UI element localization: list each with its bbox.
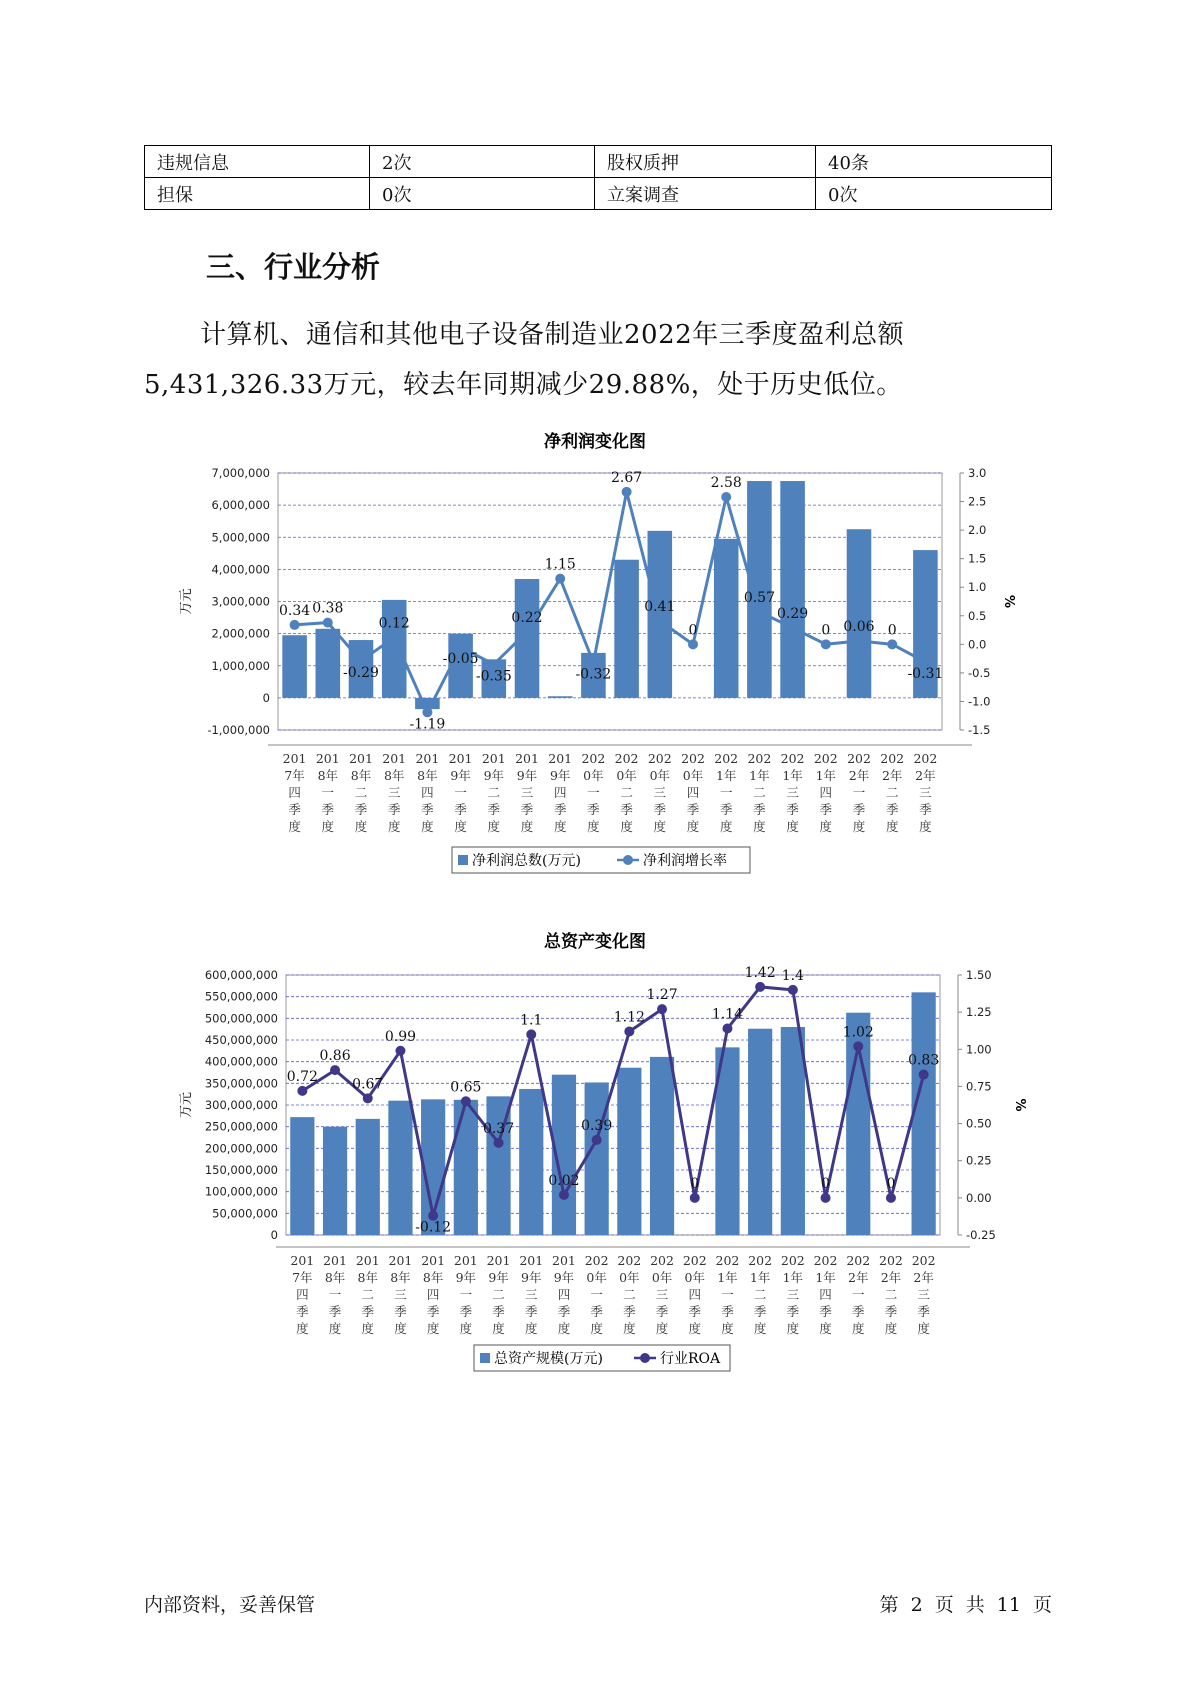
x-tick-label: 202 1年一季度 [714,751,739,834]
bar [847,529,872,698]
x-tick-label: 202 0年一季度 [584,1253,609,1336]
y2-tick-label: 2.0 [968,523,987,538]
line-point [297,1086,307,1096]
data-label: 0.38 [312,600,344,617]
table-cell: 0次 [816,178,1052,210]
x-tick-label: 202 0年三季度 [650,1253,674,1336]
net-profit-chart [0,425,1191,885]
data-label: -0.31 [907,666,944,683]
x-tick-label: 202 2年一季度 [847,751,871,834]
data-label: -0.35 [475,668,512,685]
x-tick-label: 202 1年一季度 [715,1253,740,1336]
x-tick-label: 201 8年三季度 [388,1253,413,1336]
table-row [145,178,1052,210]
x-tick-label: 202 0年三季度 [647,751,672,834]
data-label: 0.65 [450,1079,482,1096]
y-tick-label: 500,000,000 [204,1011,278,1026]
y-tick-label: 2,000,000 [211,626,270,641]
bar [617,1068,641,1235]
data-label: 0 [690,1175,700,1192]
y-tick-label: 7,000,000 [211,466,270,480]
total-assets-chart [0,925,1191,1385]
x-tick-label: 202 0年四季度 [682,1253,707,1336]
line-point [821,639,831,649]
x-tick-label: 202 2年一季度 [846,1253,871,1336]
line-point [788,985,798,995]
table-cell: 股权质押 [595,146,816,178]
line-point [821,1193,831,1203]
bar [585,1082,609,1235]
data-label: 0 [821,1175,831,1192]
x-tick-label: 202 2年三季度 [911,1253,936,1336]
y-tick-label: 400,000,000 [204,1054,278,1069]
x-tick-label: 201 9年四季度 [548,751,573,834]
x-tick-label: 202 0年二季度 [614,751,639,834]
data-label: 0.06 [843,618,875,635]
data-label: 0.67 [352,1076,384,1093]
data-label: 0.29 [777,605,809,622]
legend-line-label: 行业ROA [660,1351,721,1367]
y-tick-label: 300,000,000 [204,1098,278,1112]
line-point [389,632,399,642]
line-point [690,1193,700,1203]
data-label: 1.1 [520,1012,543,1029]
line-point [624,1026,634,1036]
line-point [754,607,764,617]
legend-line-marker [640,1353,650,1363]
bar [781,1027,805,1235]
data-label: 0.57 [743,589,775,606]
table-cell: 0次 [370,178,595,210]
line-point [853,1041,863,1051]
y-tick-label: 3,000,000 [211,594,270,609]
y-tick-label: 50,000,000 [212,1206,278,1221]
table-row [145,146,1052,178]
bar [454,1100,478,1235]
y-tick-label: 5,000,000 [211,530,270,545]
y-axis-title: 万元 [179,588,194,615]
y2-tick-label: 0.25 [966,1153,992,1168]
data-label: -0.12 [415,1219,452,1236]
line-point [522,627,532,637]
line-point [526,1029,536,1039]
line-point [854,636,864,646]
bar [650,1057,674,1235]
line-point [290,620,300,630]
x-tick-label: 201 8年二季度 [349,751,373,834]
data-label: -0.32 [575,666,612,683]
line-point [657,1004,667,1014]
section-title: 三、行业分析 [206,250,381,284]
x-tick-label: 201 9年一季度 [453,1253,478,1336]
y-tick-label: 600,000,000 [204,968,278,982]
y2-tick-label: 0.0 [968,637,987,652]
y-tick-label: 0 [262,690,270,705]
bar [780,481,805,698]
line-point [755,982,765,992]
data-label: -0.05 [442,651,479,668]
y-tick-label: -1,000,000 [207,723,270,737]
line-point [622,487,632,497]
legend-line-label: 净利润增长率 [643,853,727,869]
line-point [363,1093,373,1103]
line-point [688,639,698,649]
y2-tick-label: 0.50 [966,1116,992,1131]
data-label: 0 [821,622,831,639]
x-tick-label: 202 1年三季度 [780,751,805,834]
y2-tick-label: 0.5 [968,608,987,623]
x-tick-label: 201 9年三季度 [519,1253,544,1336]
y2-tick-label: 1.0 [968,580,987,595]
data-label: 0.72 [286,1068,318,1085]
table-cell: 担保 [145,178,370,210]
net-profit-chart-svg [0,425,1191,885]
y-tick-label: 100,000,000 [204,1184,278,1199]
line-point [722,1023,732,1033]
y2-tick-label: 0.00 [966,1190,992,1205]
y2-axis-title: % [1012,1098,1027,1112]
x-tick-label: 202 1年三季度 [780,1253,805,1336]
x-tick-label: 201 9年一季度 [448,751,473,834]
data-label: 0.83 [908,1052,940,1069]
y2-tick-label: -1.0 [968,694,991,709]
legend-bar-label: 总资产规模(万元) [494,1351,603,1367]
data-label: 0 [886,1175,896,1192]
y-tick-label: 250,000,000 [204,1119,278,1134]
y-axis-title: 万元 [179,1091,194,1119]
bar [316,629,341,698]
y2-tick-label: 0.75 [966,1079,992,1094]
y-tick-label: 0 [270,1228,278,1242]
y2-tick-label: 3.0 [968,466,987,480]
x-tick-label: 201 9年二季度 [486,1253,511,1336]
x-tick-label: 202 1年四季度 [813,751,838,834]
line-point [559,1190,569,1200]
table-cell: 40条 [816,146,1052,178]
data-label: -0.29 [343,664,379,681]
y2-tick-label: 1.25 [966,1005,992,1020]
bar [714,539,739,698]
x-tick-label: 201 8年三季度 [382,751,407,834]
data-label: -1.19 [409,716,446,733]
data-label: 0.86 [319,1048,351,1065]
line-point [461,1096,471,1106]
legend-line-marker [623,855,633,865]
y-tick-label: 4,000,000 [211,562,270,577]
x-tick-label: 201 8年二季度 [355,1253,380,1336]
data-label: 2.67 [611,469,643,486]
data-label: 0 [887,622,897,639]
footer-page-number: 第 2 页 共 11 页 [879,1594,1052,1616]
data-label: 0.39 [581,1117,613,1134]
y2-tick-label: 1.50 [966,968,992,982]
bar [912,992,936,1235]
x-tick-label: 201 7年四季度 [282,751,307,834]
table-cell: 立案调查 [595,178,816,210]
data-label: 1.4 [781,967,804,984]
y2-tick-label: -1.5 [968,723,991,737]
x-tick-label: 201 7年四季度 [290,1253,315,1336]
line-point [655,616,665,626]
x-tick-label: 202 2年三季度 [913,751,938,834]
data-label: 0.22 [511,609,543,626]
total-assets-chart-svg [0,925,1191,1385]
bar [323,1127,347,1235]
data-label: 1.15 [544,556,576,573]
data-label: 1.12 [613,1009,645,1026]
x-tick-label: 201 8年四季度 [415,751,440,834]
chart-title: 总资产变化图 [544,932,646,952]
line-point [788,623,798,633]
x-tick-label: 202 2年二季度 [879,1253,903,1336]
body-paragraph: 计算机、通信和其他电子设备制造业2022年三季度盈利总额5,431,326.33万元，较去年同期减少29.88%，处于历史低位。 [144,320,905,400]
x-tick-label: 202 1年二季度 [748,1253,773,1336]
legend-bar-swatch [458,855,468,865]
line-point [919,1070,929,1080]
line-point [887,639,897,649]
bar [614,560,639,698]
table-cell: 2次 [370,146,595,178]
x-tick-label: 201 8年一季度 [315,751,340,834]
y-tick-label: 450,000,000 [204,1033,278,1047]
data-label: 0.99 [384,1028,417,1045]
x-tick-label: 202 2年二季度 [880,751,905,834]
bar [282,635,307,698]
y-tick-label: 350,000,000 [204,1076,278,1091]
y-tick-label: 150,000,000 [204,1163,278,1177]
bar [748,1029,772,1235]
bar [356,1119,380,1235]
data-label: 2.58 [710,474,742,491]
data-label: 1.02 [842,1024,874,1041]
data-label: 0 [688,622,698,639]
y2-tick-label: -0.25 [966,1228,996,1242]
x-tick-label: 201 9年二季度 [481,751,506,834]
bar [548,696,573,698]
y-tick-label: 550,000,000 [204,989,278,1004]
x-tick-label: 201 8年四季度 [421,1253,446,1336]
x-tick-label: 202 0年四季度 [681,751,705,834]
y2-tick-label: 1.5 [968,551,987,566]
data-label: 1.14 [711,1006,744,1023]
table-cell: 违规信息 [145,146,370,178]
y2-tick-label: 1.00 [966,1042,992,1057]
line-point [886,1193,896,1203]
x-tick-label: 202 0年二季度 [617,1253,642,1336]
line-point [494,1138,504,1148]
info-table [144,145,1052,210]
legend-bar-swatch [480,1353,490,1363]
x-tick-label: 202 0年一季度 [581,751,606,834]
x-tick-label: 201 9年四季度 [552,1253,576,1336]
line-point [395,1046,405,1056]
y2-tick-label: -0.5 [968,665,991,680]
y2-axis-title: % [1001,594,1016,609]
data-label: 1.42 [744,964,776,981]
data-label: 0.02 [548,1172,580,1189]
line-point [721,492,731,502]
x-tick-label: 202 1年二季度 [747,751,772,834]
bar [519,1089,543,1235]
data-label: 0.12 [378,615,410,632]
legend-bar-label: 净利润总数(万元) [472,853,581,869]
line-point [330,1065,340,1075]
x-tick-label: 201 9年三季度 [515,751,539,834]
y-tick-label: 1,000,000 [211,658,270,673]
chart-title: 净利润变化图 [544,432,646,452]
footer-confidential-note: 内部资料，妥善保管 [144,1594,316,1616]
bar [388,1101,412,1235]
y2-tick-label: 2.5 [968,494,987,509]
data-label: 0.34 [279,602,311,619]
line-point [323,618,333,628]
x-tick-label: 201 8年一季度 [323,1253,347,1336]
y-tick-label: 6,000,000 [211,498,270,513]
y-tick-label: 200,000,000 [204,1141,278,1156]
line-point [555,574,565,584]
data-label: 1.27 [646,987,678,1004]
data-label: 0.41 [644,598,676,615]
line-point [592,1135,602,1145]
data-label: 0.37 [482,1120,515,1137]
bar [290,1117,314,1235]
x-tick-label: 202 1年四季度 [813,1253,838,1336]
